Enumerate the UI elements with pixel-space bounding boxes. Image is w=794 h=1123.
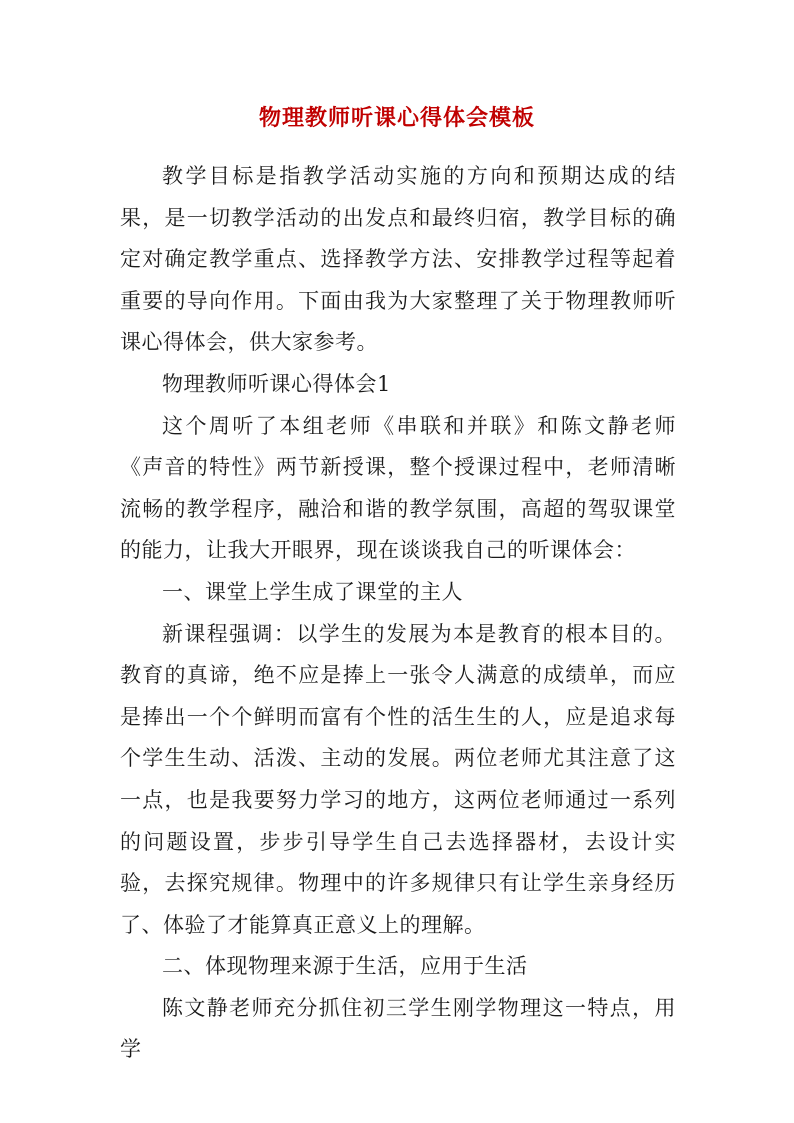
subheading-physics-life: 二、体现物理来源于生活，应用于生活 [162, 954, 528, 979]
section-heading-1: 物理教师听课心得体会1 [162, 371, 391, 396]
paragraph-chen-wenjing: 陈文静老师充分抓住初三学生刚学物理这一特点，用学 [120, 995, 676, 1062]
document-body [120, 156, 676, 1071]
paragraph-lesson-overview: 这个周听了本组老师《串联和并联》和陈文静老师《声音的特性》两节新授课，整个授课过程中，老师清晰流畅的教学程序，融洽和谐的教学氛围，高超的驾驭课堂的能力，让我大开眼界，现在谈谈我自己的听课体会： [120, 413, 676, 563]
document-title: 物理教师听课心得体会模板 [258, 105, 535, 131]
subheading-students-masters: 一、课堂上学生成了课堂的主人 [162, 579, 463, 604]
paragraph-intro: 教学目标是指教学活动实施的方向和预期达成的结果，是一切教学活动的出发点和最终归宿，教学目标的确定对确定教学重点、选择教学方法、安排教学过程等起着重要的导向作用。下面由我为大家整理了关于物理教师听课心得体会，供大家参考。 [120, 164, 676, 355]
paragraph-new-curriculum: 新课程强调：以学生的发展为本是教育的根本目的。教育的真谛，绝不应是捧上一张令人满意的成绩单，而应是捧出一个个鲜明而富有个性的活生生的人，应是追求每个学生生动、活泼、主动的发展。两位老师尤其注意了这一点，也是我要努力学习的地方，这两位老师通过一系列的问题设置，步步引导学生自己去选择器材，去设计实验，去探究规律。物理中的许多规律只有让学生亲身经历了、体验了才能算真正意义上的理解。 [120, 621, 676, 937]
